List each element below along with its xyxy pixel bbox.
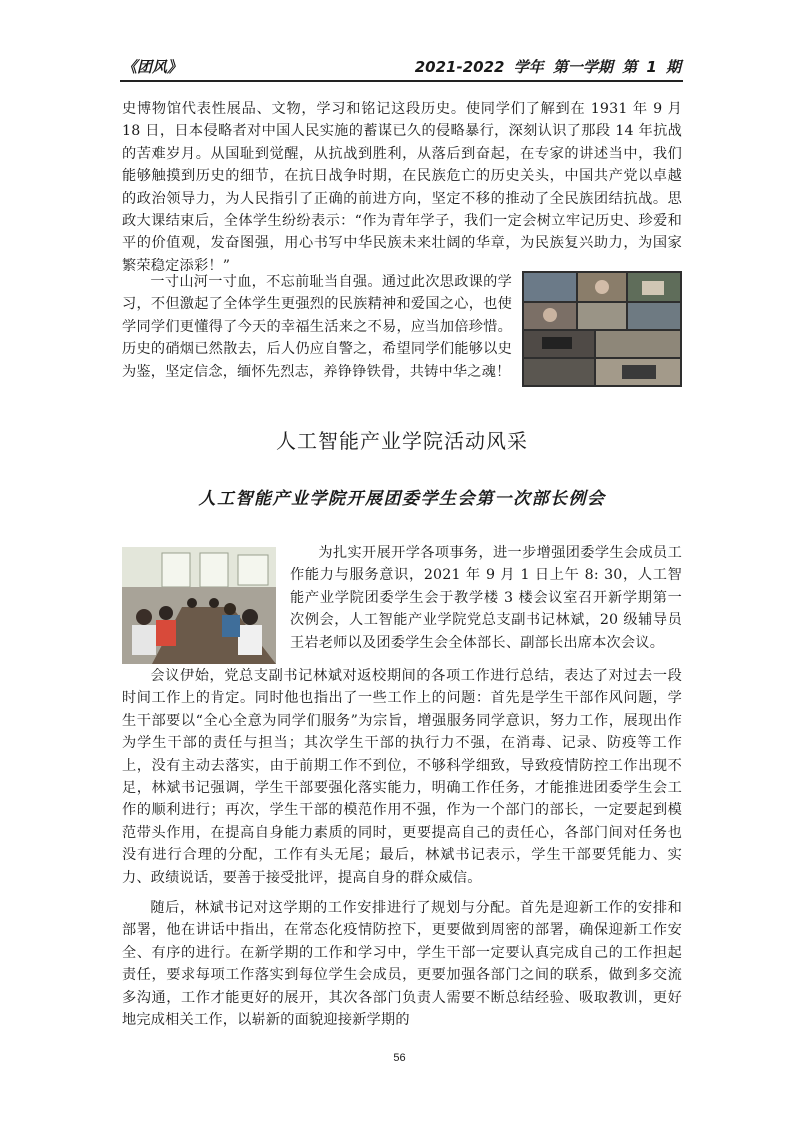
meeting-image (122, 547, 276, 664)
paragraph-history-museum: 史博物馆代表性展品、文物，学习和铭记这段历史。使同学们了解到在 1931 年 9 月 18 日，日本侵略者对中国人民实施的蓄谋已久的侵略暴行，深刻认识了那段 14 年抗战的苦难岁月。从国耻到觉醒，从抗战到胜利，从落后到奋起，在专家的讲述当中，我们能够触摸到历史的细节，在抗日战争时期，在民族危亡的历史关头，中国共产党以卓越的政治领导力，为人民指引了正确的前进方向，坚定不移的推动了全民族团结抗战。思政大课结束后，全体学生纷纷表示：“作为青年学子，我们一定会树立牢记历史、珍爱和平的价值观，发奋图强，用心书写中华民族未来壮阔的华章，为民族复兴助力，为国家繁荣稳定添彩！” (122, 101, 682, 274)
online-class-collage-photo (522, 271, 682, 387)
meeting-room-photo (122, 547, 276, 664)
page-number: 56 (393, 1052, 406, 1064)
issue-info: 2021-2022 学年 第一学期 第 1 期 (414, 58, 681, 76)
paragraph-meeting-intro: 为扎实开展开学各项事务，进一步增强团委学生会成员工作能力与服务意识，2021 年 9 月 1 日上午 8: 30，人工智能产业学院团委学生会于教学楼 3 楼会议室召开新学期第一次例会，人工智能产业学院党总支副书记林斌，20 级辅导员王岩老师以及团委学生会全体部长、副部长出席本次会议。 (290, 545, 682, 651)
paragraph-conclusion: 一寸山河一寸血，不忘前耻当自强。通过此次思政课的学习，不但激起了全体学生更强烈的民族精神和爱国之心，也使学同学们更懂得了今天的幸福生活来之不易，应当加倍珍惜。历史的硝烟已然散去，后人仍应自警之，希望同学们能够以史为鉴，坚定信念，缅怀先烈志，养铮铮铁骨，共铸中华之魂！ (122, 274, 512, 380)
paragraph-meeting-summary: 会议伊始，党总支副书记林斌对返校期间的各项工作进行总结，表达了对过去一段时间工作上的肯定。同时他也指出了一些工作上的问题：首先是学生干部作风问题，学生干部要以“全心全意为同学们服务”为宗旨，增强服务同学意识，努力工作，展现出作为学生干部的责任与担当；其次学生干部的执行力不强，在消毒、记录、防疫等工作上，没有主动去落实，由于前期工作不到位，不够科学细致，导致疫情防控工作出现不足，林斌书记强调，学生干部要强化落实能力，明确工作任务，才能推进团委学生会工作的顺利进行；再次，学生干部的模范作用不强，作为一个部门的部长，一定要起到模范带头作用，在提高自身能力素质的同时，更要提高自己的责任心，各部门间对任务也没有进行合理的分配，工作有头无尾；最后，林斌书记表示，学生干部要凭能力、实力、政绩说话，要善于接受批评，提高自身的群众威信。 (122, 668, 682, 886)
article-title: 人工智能产业学院开展团委学生会第一次部长例会 (198, 489, 606, 509)
page-header (120, 50, 683, 82)
journal-name: 《团风》 (122, 58, 183, 76)
paragraph-work-plan: 随后，林斌书记对这学期的工作安排进行了规划与分配。首先是迎新工作的安排和部署，他在讲话中指出，在常态化疫情防控下，更要做到周密的部署，确保迎新工作安全、有序的进行。在新学期的工作和学习中，学生干部一定要认真完成自己的工作担起责任，要求每项工作落实到每位学生会成员，更要加强各部门之间的联系，做到多交流多沟通，工作才能更好的展开，其次各部门负责人需要不断总结经验、吸取教训，更好地完成相关工作，以崭新的面貌迎接新学期的 (122, 900, 682, 1029)
section-title: 人工智能产业学院活动风采 (276, 431, 528, 453)
collage-image (522, 271, 682, 387)
